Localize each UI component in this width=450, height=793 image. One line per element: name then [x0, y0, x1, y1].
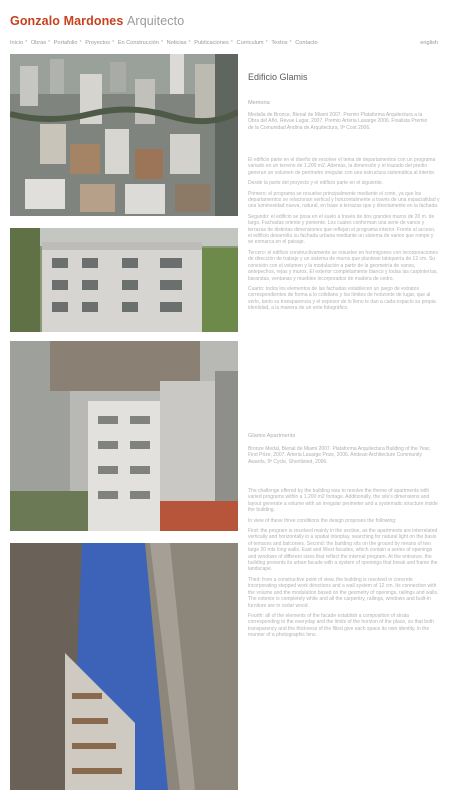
facade-illustration: [10, 228, 238, 332]
description-paragraph: Cuarto: todos los elementos de las fachadas establecen un juego de estratos correspondientes de forma a lo cotidiano y los límites de horizonte de lugar, que al verlo, tanto su transparencia y el espesor de lo lleno le dan a cada espacio su propia identidad, a la manera de un ente fotográfico.: [248, 285, 436, 312]
nav-item-portafolio[interactable]: Portafolio: [53, 40, 78, 46]
description-paragraph-english: First: the program is resolved mainly in the section, as the apartments are interrelated vertically and horizontally in a spatial interplay, searching for natural light on the basis of terraces and balconies. Second: the building sits on the ground by means of two large 20 mts long walls. East and West facades, which contain a series of openings and windows of different sizes that reflect the internal program. At the entrance, the building presents its urban facade with a system of openings that break and frame the landscape.: [248, 528, 438, 573]
photo-building-facade[interactable]: [10, 228, 238, 332]
nav-item-publicaciones[interactable]: Publicaciones: [194, 40, 229, 46]
description-paragraph: El edificio parte en el diseño de resolver el tema de departamentos con un programa variado en un terreno de 1.200 m2. Además, la dimensión y el trazado del predio generan un volumen de perímetro irregular con una estructura sistemática al interior.: [248, 157, 436, 176]
nav-item-textos[interactable]: Textos: [271, 40, 288, 46]
description-paragraph: Segundo: el edificio se posa en el suelo a través de dos grandes muros de 20 m. de largo. Fachadas oriente y poniente. Los cuales conforman una serie de vanos y terrazas de distintas dimensiones que reflejan el programa interior. Frente al acceso, el edificio desarrolla su fachada urbana mediante un sistema de vanos que rompe y se enmarca en el paisaje.: [248, 213, 436, 246]
description-paragraph: Tercero: el edificio constructivamente se resuelve en hormigones con incorporaciones de dirección de trabajo y un sistema de muros que plantean tabiquería de 12 cm. Su conexión con el volumen y la modulación a partir de la geometría de vanos, antepechos, rejas y muros. El exterior completamente blanco y todas las carpinterías, barandas, ventanas y muebles incorporados de madera de cedro.: [248, 249, 438, 282]
photo-sky-perspective[interactable]: [10, 543, 238, 790]
building-corner-illustration: [10, 341, 238, 531]
nav-separator: *: [230, 40, 233, 46]
aerial-city-illustration: [10, 54, 238, 216]
project-title: Edificio Glamis: [248, 72, 308, 82]
nav-item-noticias[interactable]: Noticias: [166, 40, 187, 46]
project-credits-english: Bronze Medal, Bienal de Miami 2007. Plataforma Arquitectura Building of the Year, First Prize, 2007. Arteria Lasarge Prize, 2006. Andean Architecture Community Awards, 9ª Cycle, Shortlisted, 2006.: [248, 446, 431, 465]
site-header: [10, 14, 184, 28]
description-paragraph-english: Fourth: all of the elements of the facade establish a composition of strata corresponding to the everyday and the limits of the horizon of the place, so that both transparency and the thickness of the filled give each space its own identity, in the manner of a photographic lens.: [248, 612, 434, 639]
project-description-english: [248, 488, 440, 643]
description-paragraph: Desde la parte del proyecto y el edificio parte en el siguiente.: [248, 180, 384, 187]
nav-separator: *: [25, 40, 28, 46]
memoria-label: Memoria: [248, 100, 270, 106]
nav-separator: *: [289, 40, 292, 46]
nav-separator: *: [265, 40, 268, 46]
nav-item-contacto[interactable]: Contacto: [295, 40, 318, 46]
description-paragraph: Primero: el programa se resuelve principalmente mediante el corte, ya que los departamentos se relacionan vertical y horizontalmente a través de una espacialidad y una luminosidad nueva, natural, en base a terrazas que y directamente en la fachada.: [248, 190, 440, 210]
architect-role: Arquitecto: [127, 14, 185, 28]
nav-separator: *: [160, 40, 164, 46]
nav-item-curriculum[interactable]: Curriculum: [236, 40, 264, 46]
description-paragraph-english: Third: from a constructive point of view, the building is resolved in concrete incorporating stepped work directions and a wall system of 12 cm. Its connection with the volume and the modulation based on the geometry of openings, railings and walls. The exterior is completely white and all the carpentry, railings, windows and built-in furniture are in cedar wood.: [248, 576, 439, 609]
nav-item-proyectos[interactable]: Proyectos: [85, 40, 111, 46]
nav-item-obras[interactable]: Obras: [30, 40, 47, 46]
project-title-english: Glamis Apartments: [248, 433, 296, 439]
photo-aerial-city[interactable]: [10, 54, 238, 216]
nav-separator: *: [112, 40, 115, 46]
site-logo[interactable]: [10, 14, 184, 28]
architect-name: Gonzalo Mardones: [10, 14, 124, 28]
photo-building-corner[interactable]: [10, 341, 238, 531]
project-credits: Medalla de Bronce, Bienal de Miami 2007. Premio Plataforma Arquitectura a la Obra del Año. Revue Lugar, 2007. Premio Arteria Lasarge 2006. Finalista Premio de la Comunidad Andina de Arquitectura, 9ª Cost 2006.: [248, 112, 428, 131]
description-paragraph-english: The challenge offered by the building was to resolve the theme of apartments with varied programs within a 1.200 m2 footage. Additionally, the site's dimensions and layout generate a volume with an irregular perimeter and a systematic structure inside the building.: [248, 488, 438, 514]
main-navigation: [10, 40, 438, 46]
nav-item-en-construccion[interactable]: En Construcción: [117, 40, 159, 46]
sky-perspective-illustration: [10, 543, 238, 790]
nav-separator: *: [79, 40, 82, 46]
nav-item-inicio[interactable]: Inicio: [10, 40, 24, 46]
description-paragraph-english: In view of these three conditions the design proposes the following:: [248, 517, 397, 524]
nav-separator: *: [48, 40, 51, 46]
nav-separator: *: [188, 40, 191, 46]
language-switch-link[interactable]: english: [420, 40, 438, 46]
project-description: [248, 157, 440, 316]
